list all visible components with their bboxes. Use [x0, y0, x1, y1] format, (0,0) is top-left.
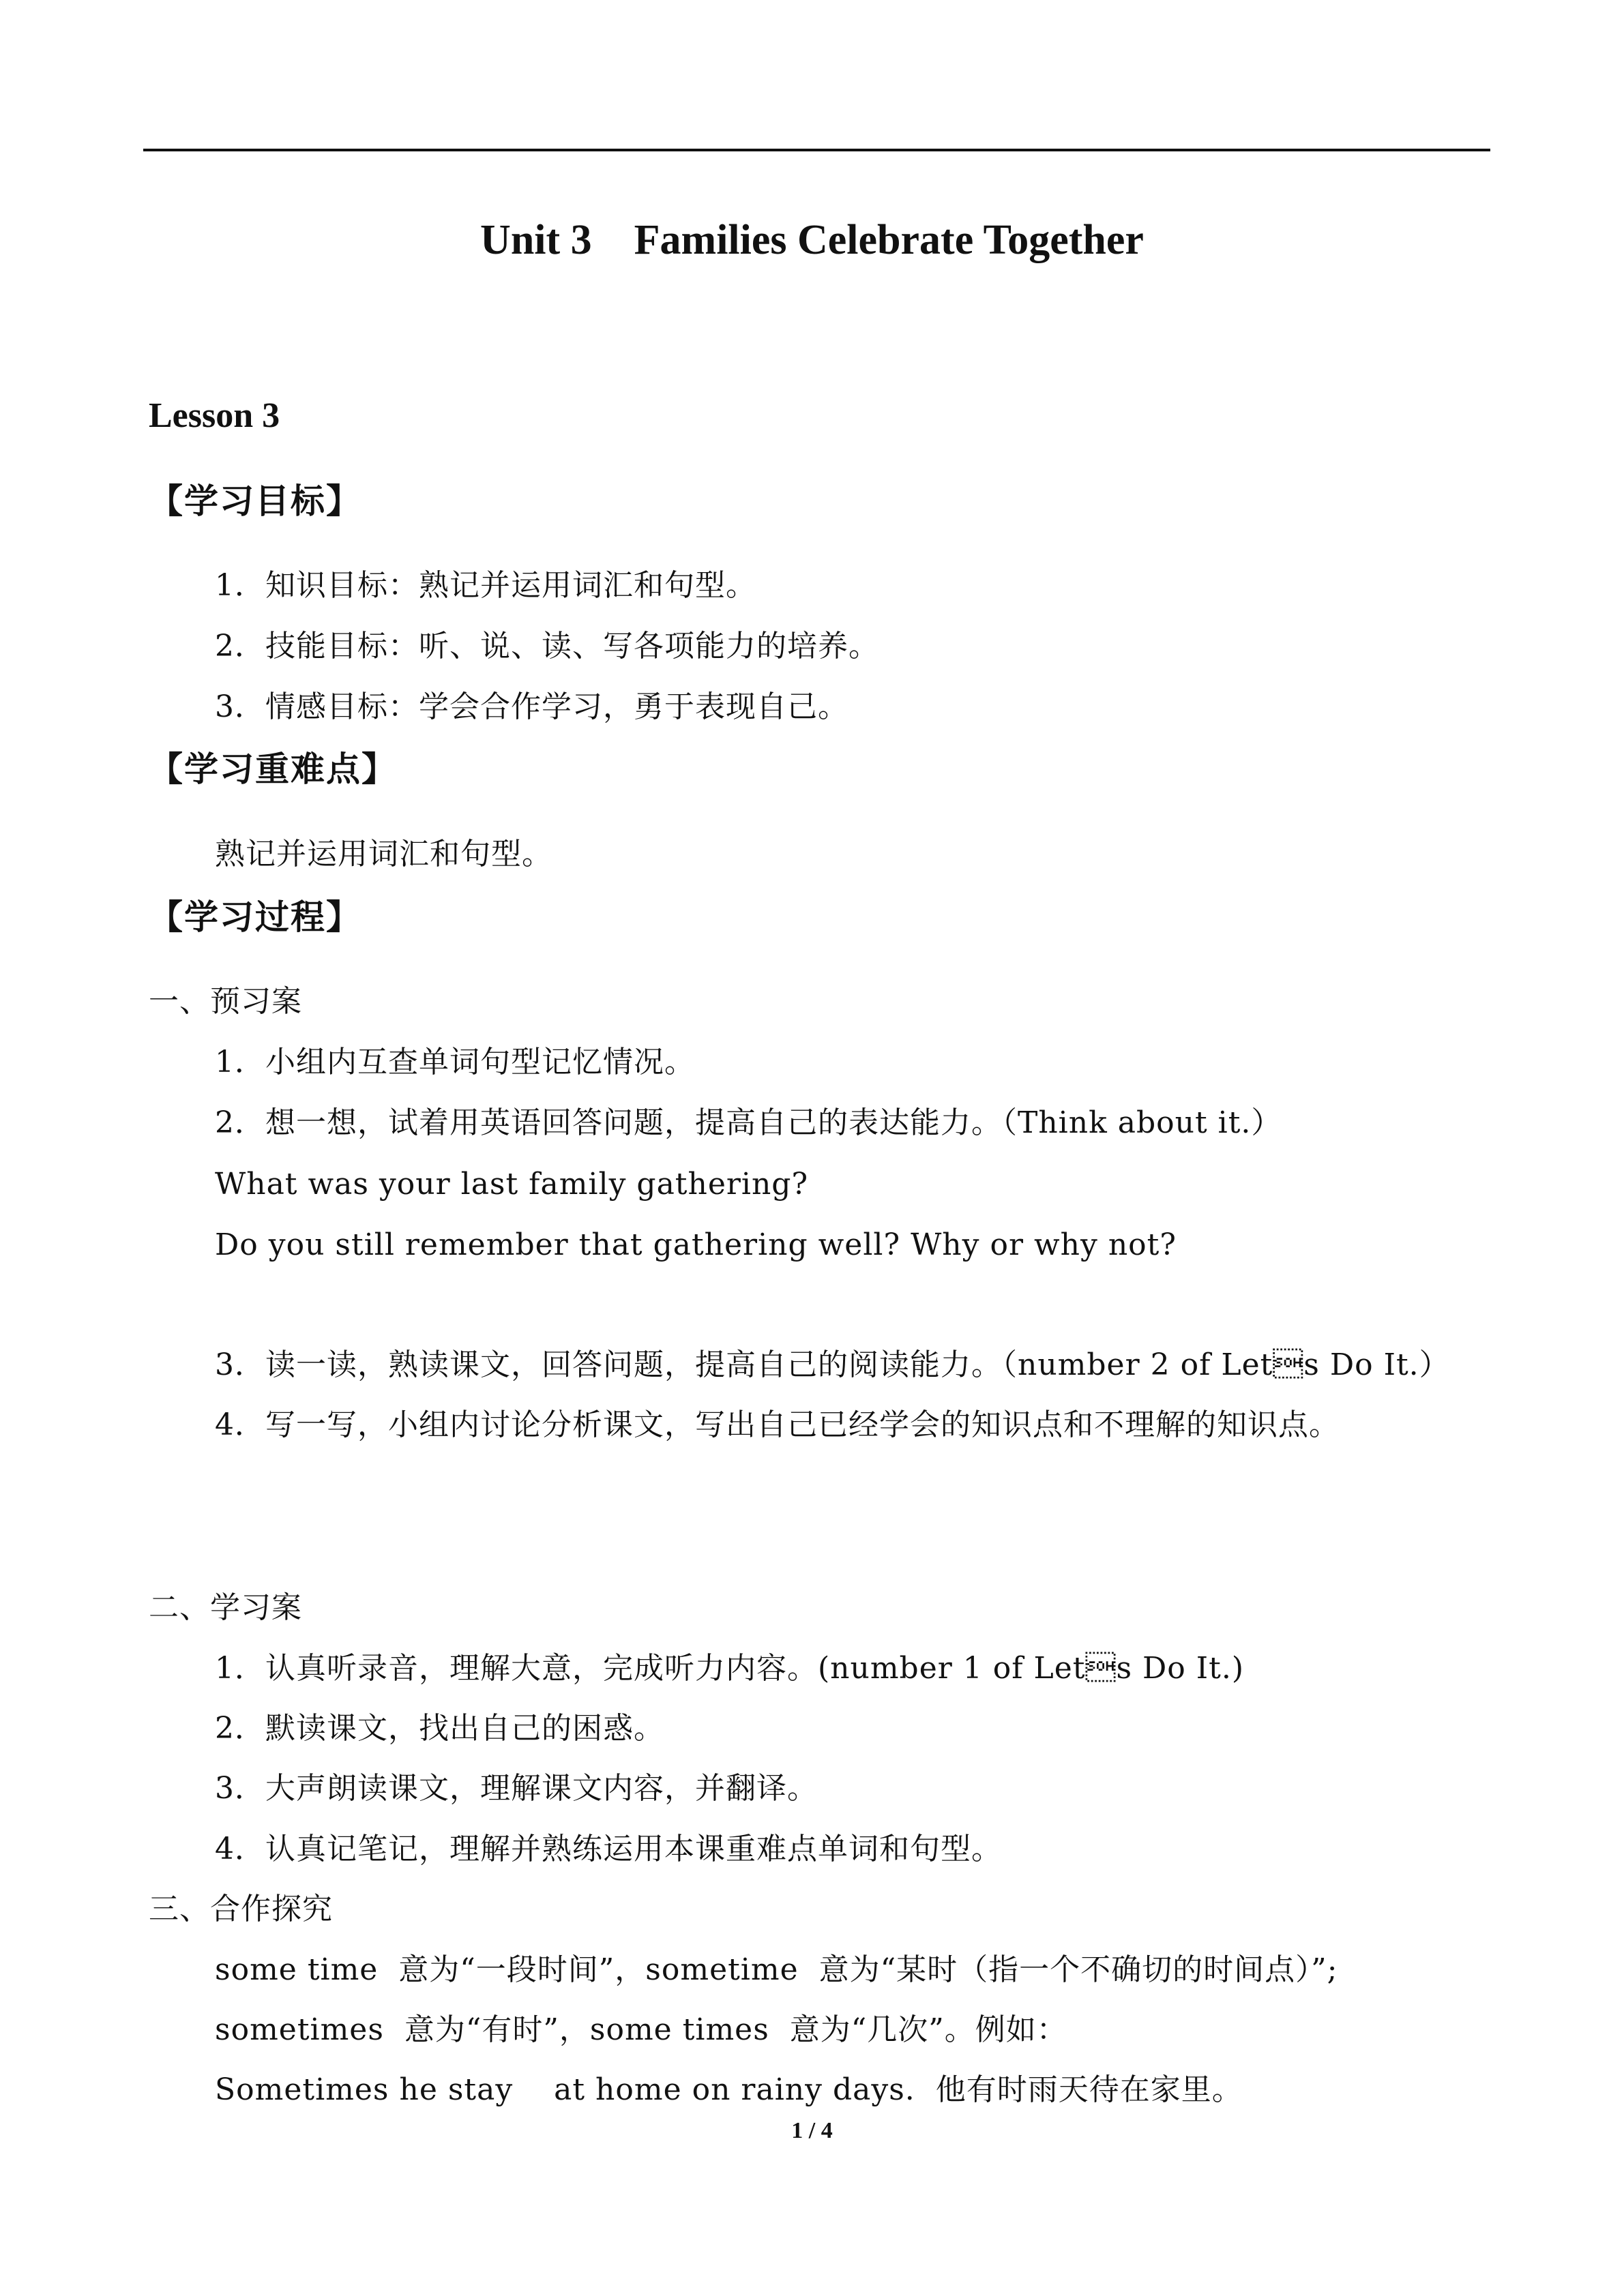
question-line: Do you still remember that gathering well? Why or why not? [215, 1227, 1177, 1262]
list-item: 3．大声朗读课文，理解课文内容，并翻译。 [215, 1771, 818, 1806]
part3-heading: 三、合作探究 [149, 1892, 333, 1926]
lesson-heading: Lesson 3 [149, 396, 280, 435]
key-points-heading: 【学习重难点】 [149, 749, 397, 789]
list-item: 3．读一读，熟读课文，回答问题，提高自己的阅读能力。（number 2 of Lets Do It.） [215, 1347, 1450, 1382]
list-item: 1．小组内互查单词句型记忆情况。 [215, 1045, 695, 1079]
list-item: 2．想一想，试着用英语回答问题，提高自己的表达能力。（Think about it.） [215, 1105, 1282, 1140]
list-item: 2．默读课文，找出自己的困惑。 [215, 1711, 664, 1746]
list-item: 4．写一写，小组内讨论分析课文，写出自己已经学会的知识点和不理解的知识点。 [215, 1407, 1340, 1442]
page-title: Unit 3 Families Celebrate Together [480, 217, 1144, 263]
list-item: 4．认真记笔记，理解并熟练运用本课重难点单词和句型。 [215, 1832, 1002, 1866]
header-rule [143, 149, 1490, 151]
key-points-text: 熟记并运用词汇和句型。 [215, 837, 552, 871]
goal-item: 2．技能目标：听、说、读、写各项能力的培养。 [215, 629, 879, 664]
goal-item: 3．情感目标：学会合作学习，勇于表现自己。 [215, 689, 848, 724]
goal-item: 1．知识目标：熟记并运用词汇和句型。 [215, 568, 756, 603]
part2-heading: 二、学习案 [149, 1590, 302, 1625]
list-item: 1．认真听录音，理解大意，完成听力内容。(number 1 of Lets Do It.) [215, 1651, 1244, 1686]
example-sentence: Sometimes he stay at home on rainy days. 他有时雨天待在家里。 [215, 2072, 1243, 2107]
goals-heading: 【学习目标】 [149, 481, 361, 521]
question-line: What was your last family gathering? [215, 1167, 809, 1202]
process-heading: 【学习过程】 [149, 897, 361, 937]
page-number: 1 / 4 [791, 2118, 833, 2143]
explanation-line: some time 意为“一段时间”，sometime 意为“某时（指一个不确切的时间点）”; [215, 1952, 1338, 1987]
part1-heading: 一、预习案 [149, 984, 302, 1019]
explanation-line: sometimes 意为“有时”，some times 意为“几次”。例如： [215, 2012, 1067, 2047]
